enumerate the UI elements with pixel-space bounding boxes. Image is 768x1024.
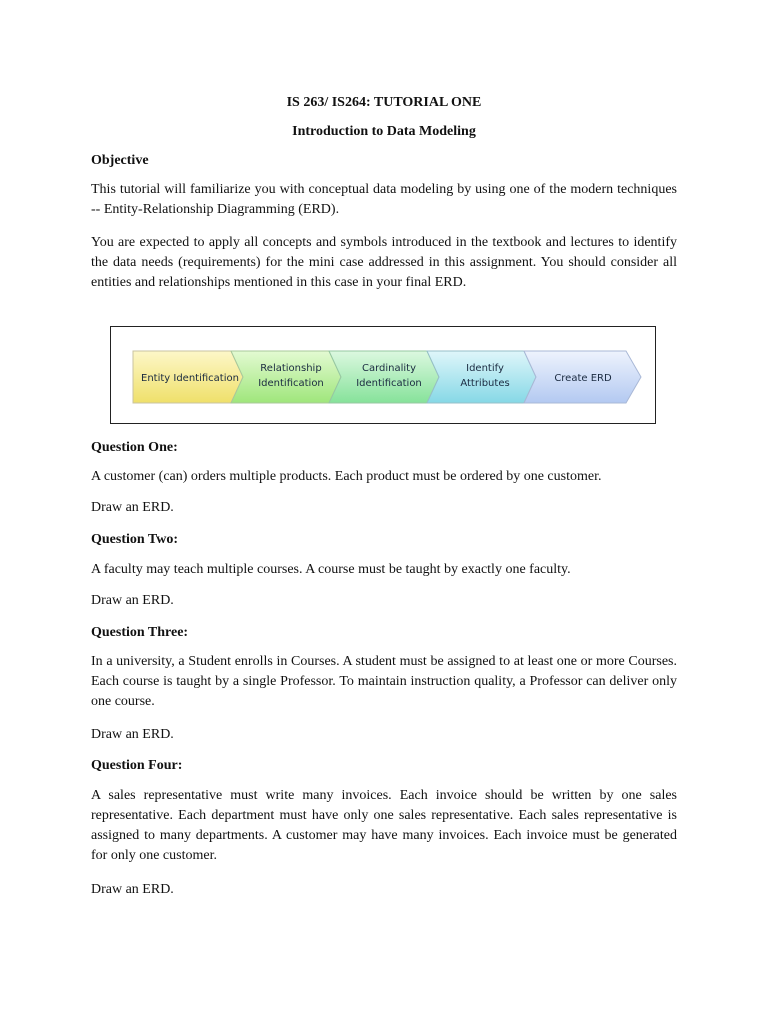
question-one-instruction: Draw an ERD. bbox=[91, 500, 174, 515]
step-label-4-line1: Identify bbox=[466, 363, 504, 374]
erd-process-diagram bbox=[110, 326, 656, 424]
step-label-4-line2: Attributes bbox=[460, 378, 510, 389]
page-title: IS 263/ IS264: TUTORIAL ONE bbox=[286, 95, 482, 110]
question-three-text: In a university, a Student enrolls in Courses. A student must be assigned to at least one or more Courses. Each course is taught by a single Professor. To maintain instruction quality, a Professor can deliver only one course. bbox=[91, 654, 677, 709]
question-four-text: A sales representative must write many invoices. Each invoice should be written by one sales representative. Each department must have only one sales representative. Each sales representative is assigned to many departments. A customer may have many invoices. Each invoice must be generated for only one customer. bbox=[91, 788, 677, 863]
question-two-text: A faculty may teach multiple courses. A course must be taught by exactly one faculty. bbox=[91, 562, 571, 577]
process-flow-svg bbox=[111, 327, 655, 423]
step-label-2-line2: Identification bbox=[258, 378, 324, 389]
objective-paragraph-1: This tutorial will familiarize you with conceptual data modeling by using one of the modern techniques -- Entity-Relationship Diagramming (ERD). bbox=[91, 182, 677, 217]
step-chevron-cardinality-identification bbox=[329, 351, 439, 403]
step-chevron-identify-attributes bbox=[427, 351, 536, 403]
step-chevron-relationship-identification bbox=[231, 351, 341, 403]
objective-paragraph-2: You are expected to apply all concepts and symbols introduced in the textbook and lectures to identify the data needs (requirements) for the mini case addressed in this assignment. You should consider all entities and relationships mentioned in this case in your final ERD. bbox=[91, 235, 677, 290]
objective-heading: Objective bbox=[91, 153, 149, 168]
question-four-heading: Question Four: bbox=[91, 758, 183, 773]
question-two-heading: Question Two: bbox=[91, 532, 178, 547]
question-three-heading: Question Three: bbox=[91, 625, 189, 640]
step-label-5: Create ERD bbox=[554, 373, 612, 384]
question-two-instruction: Draw an ERD. bbox=[91, 593, 174, 608]
question-three-instruction: Draw an ERD. bbox=[91, 727, 174, 742]
step-label-1: Entity Identification bbox=[141, 373, 239, 384]
question-four-instruction: Draw an ERD. bbox=[91, 882, 174, 897]
step-label-2-line1: Relationship bbox=[260, 363, 322, 374]
step-label-3-line1: Cardinality bbox=[361, 363, 417, 374]
page-subtitle: Introduction to Data Modeling bbox=[292, 124, 476, 139]
step-label-3-line2: Identification bbox=[356, 378, 422, 389]
question-one-text: A customer (can) orders multiple products. Each product must be ordered by one customer. bbox=[91, 469, 602, 484]
question-one-heading: Question One: bbox=[91, 440, 178, 455]
